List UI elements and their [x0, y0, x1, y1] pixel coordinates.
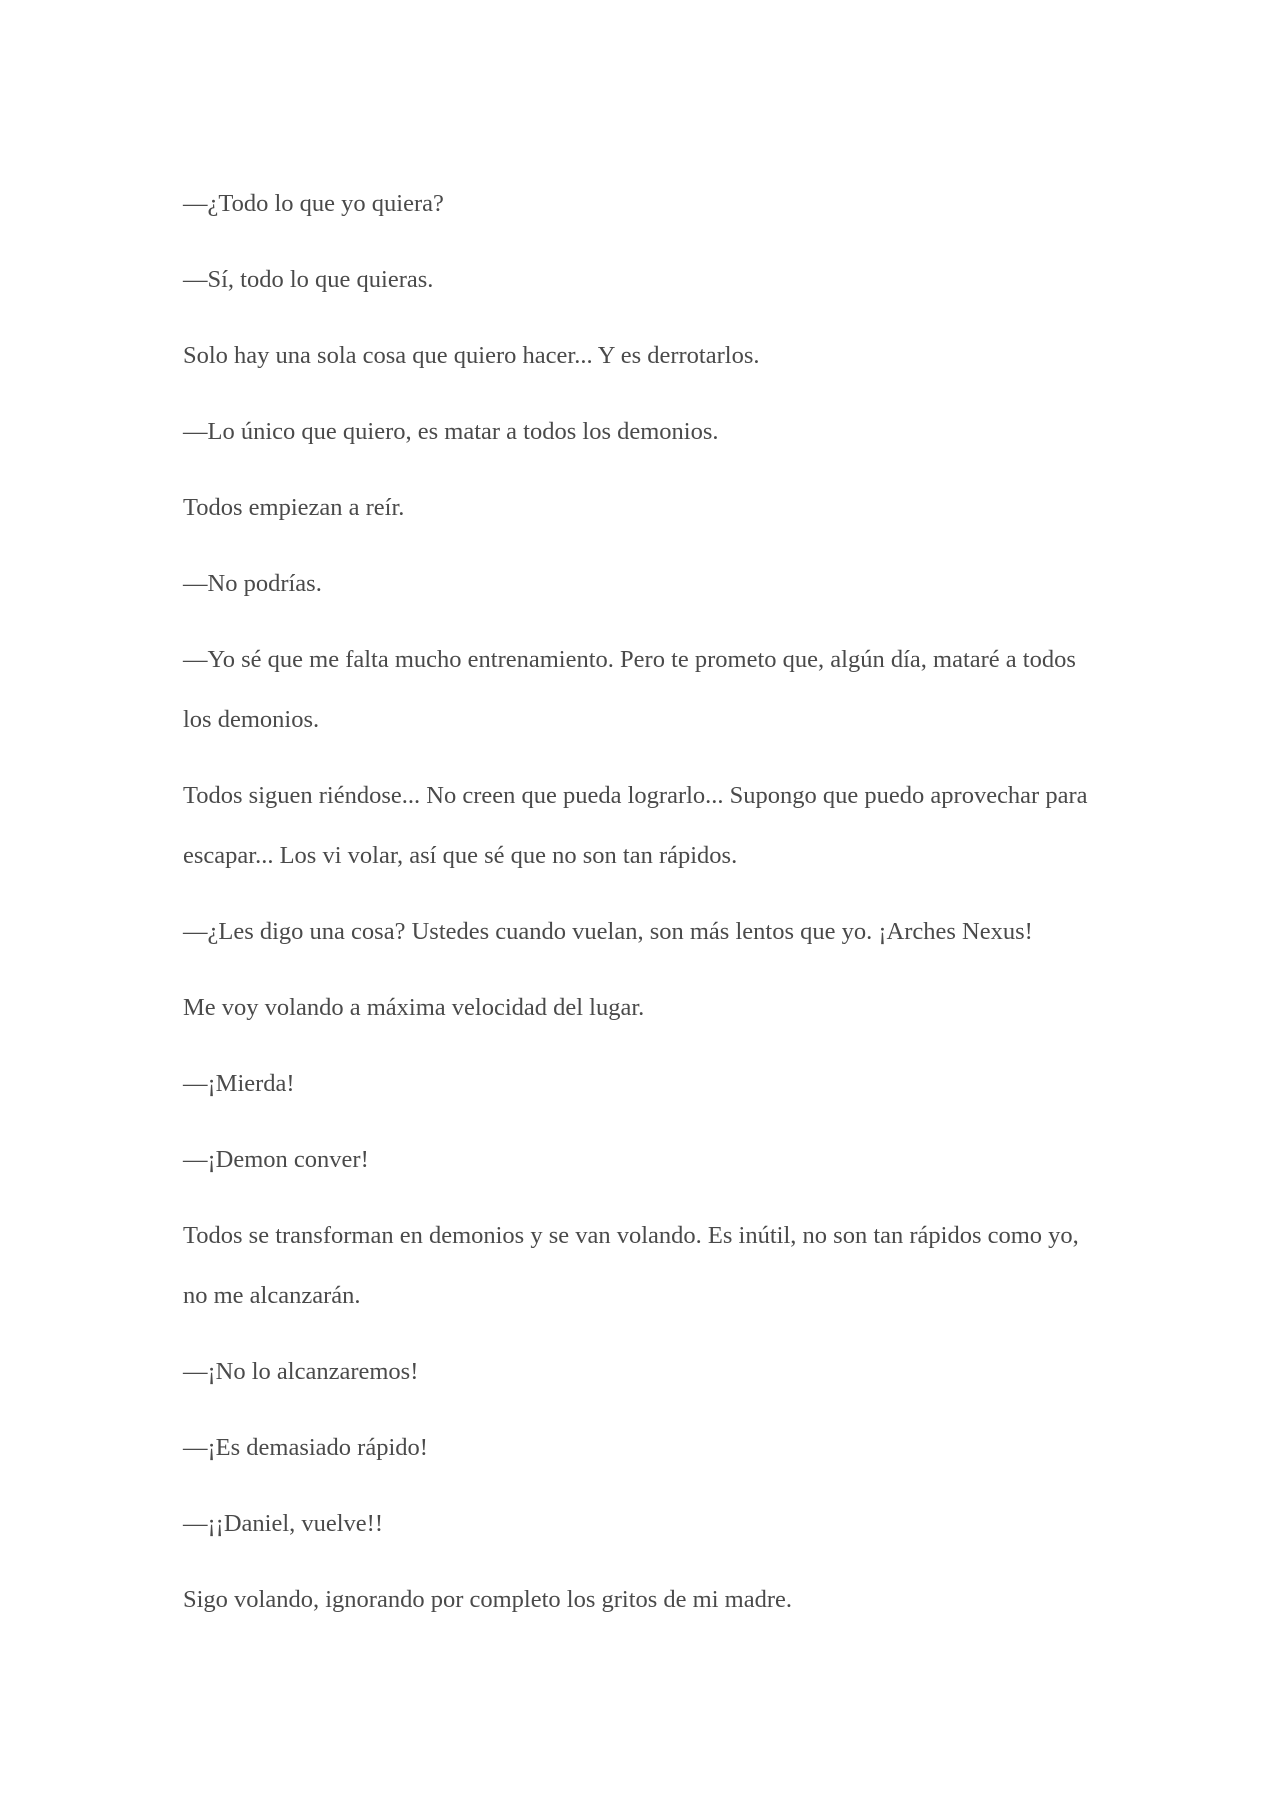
paragraph: —Lo único que quiero, es matar a todos los demonios. — [183, 418, 719, 445]
paragraph: Me voy volando a máxima velocidad del lugar. — [183, 994, 645, 1021]
document-page — [183, 174, 1103, 1646]
paragraph: —¡Demon conver! — [183, 1146, 369, 1173]
paragraph: Sigo volando, ignorando por completo los gritos de mi madre. — [183, 1586, 793, 1613]
paragraph: —No podrías. — [183, 570, 322, 597]
paragraph: Todos empiezan a reír. — [183, 494, 405, 521]
paragraph: Todos siguen riéndose... No creen que pueda lograrlo... Supongo que puedo aprovechar para escapar... Los vi volar, así que sé que no son tan rápidos. — [183, 782, 1088, 869]
paragraph: —¡No lo alcanzaremos! — [183, 1358, 419, 1385]
paragraph: —¿Les digo una cosa? Ustedes cuando vuelan, son más lentos que yo. ¡Arches Nexus! — [183, 918, 1033, 945]
paragraph: Todos se transforman en demonios y se van volando. Es inútil, no son tan rápidos como yo, no me alcanzarán. — [183, 1222, 1079, 1309]
paragraph: —Sí, todo lo que quieras. — [183, 266, 434, 293]
paragraph: —¡Mierda! — [183, 1070, 295, 1097]
paragraph: —¡¡Daniel, vuelve!! — [183, 1510, 383, 1537]
paragraph: —Yo sé que me falta mucho entrenamiento. Pero te prometo que, algún día, mataré a todos los demonios. — [183, 646, 1076, 733]
paragraph: —¿Todo lo que yo quiera? — [183, 190, 444, 217]
paragraph: —¡Es demasiado rápido! — [183, 1434, 428, 1461]
paragraph: Solo hay una sola cosa que quiero hacer... Y es derrotarlos. — [183, 342, 760, 369]
